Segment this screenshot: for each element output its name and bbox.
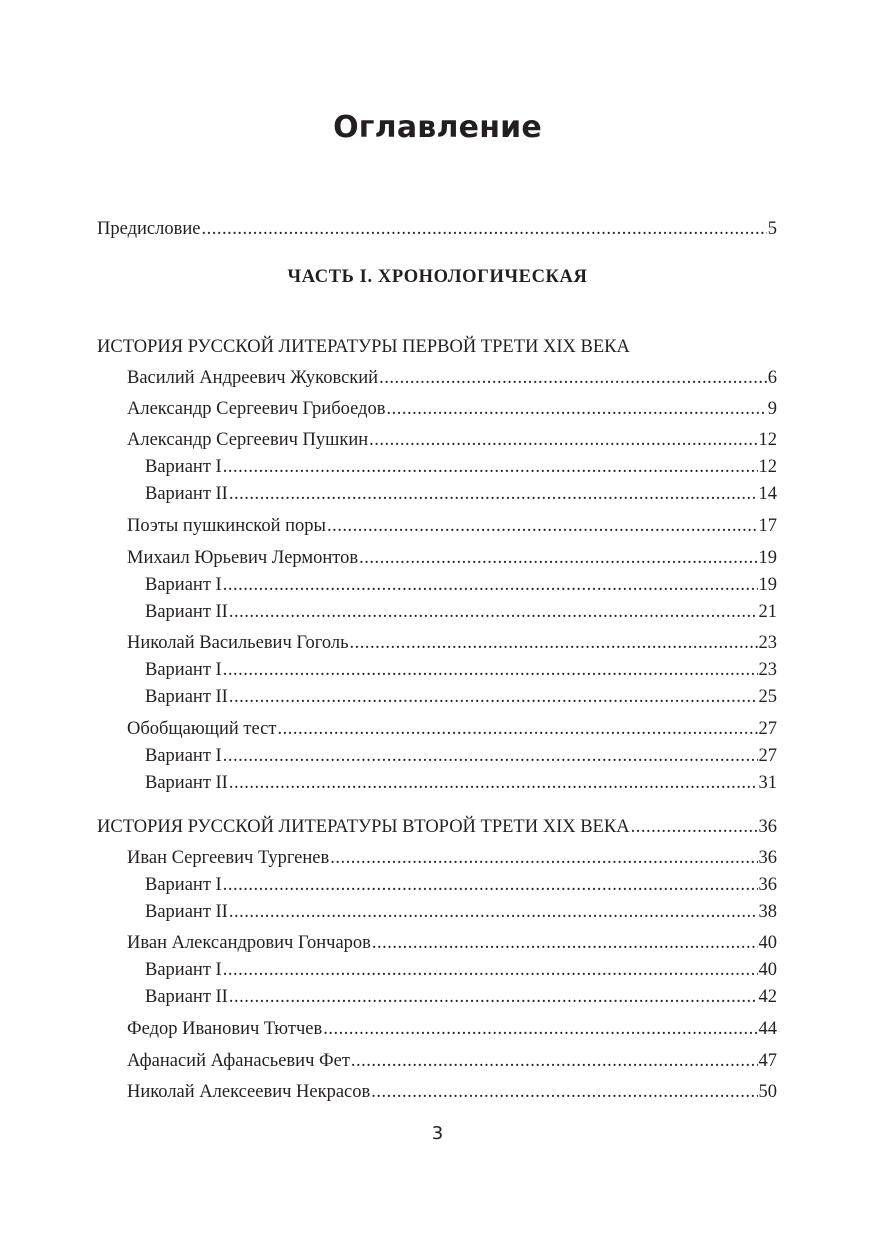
leader-dots — [386, 396, 766, 422]
toc-entry-label: Василий Андреевич Жуковский — [127, 368, 379, 388]
toc-entry-label: Обобщающий тест — [127, 719, 277, 739]
toc-entry-page: 36 — [758, 817, 777, 837]
leader-dots — [372, 930, 758, 956]
toc-subentry[interactable] — [145, 743, 777, 769]
toc-entry-page: 42 — [758, 987, 777, 1007]
toc-entry[interactable] — [127, 396, 777, 422]
toc-entry-label: Александр Сергеевич Пушкин — [127, 430, 369, 450]
toc-entry-page: 14 — [758, 484, 777, 504]
toc-entry-page: 27 — [758, 719, 777, 739]
toc-entry-page: 21 — [758, 602, 777, 622]
toc-subentry[interactable] — [145, 770, 777, 796]
leader-dots — [359, 545, 757, 571]
toc-entry-page: 25 — [758, 687, 777, 707]
toc-subentry[interactable] — [145, 572, 777, 598]
toc-entry-page: 38 — [758, 902, 777, 922]
toc-entry-page: 50 — [758, 1082, 777, 1102]
part-heading: ЧАСТЬ I. ХРОНОЛОГИЧЕСКАЯ — [287, 267, 588, 287]
toc-entry[interactable] — [127, 513, 777, 539]
leader-dots — [223, 454, 758, 480]
toc-subentry[interactable] — [145, 481, 777, 507]
section-heading-label: ИСТОРИЯ РУССКОЙ ЛИТЕРАТУРЫ ВТОРОЙ ТРЕТИ XIX ВЕКА — [97, 817, 630, 837]
leader-dots — [277, 716, 757, 742]
page-number: 3 — [431, 1123, 444, 1144]
toc-entry-label: Вариант I — [145, 660, 222, 680]
toc-subentry[interactable] — [145, 657, 777, 683]
leader-dots — [223, 957, 758, 983]
toc-entry-page: 19 — [758, 575, 777, 595]
toc-entry[interactable] — [127, 1016, 777, 1042]
toc-subentry[interactable] — [145, 957, 777, 983]
toc-entry-label: Михаил Юрьевич Лермонтов — [127, 548, 359, 568]
leader-dots — [229, 899, 758, 925]
leader-dots — [223, 657, 758, 683]
toc-entry-label: Вариант I — [145, 960, 222, 980]
leader-dots — [229, 984, 758, 1010]
toc-entry-page: 27 — [758, 746, 777, 766]
leader-dots — [201, 216, 766, 242]
toc-subentry[interactable] — [145, 872, 777, 898]
leader-dots — [223, 572, 758, 598]
toc-entry-label: Александр Сергеевич Грибоедов — [127, 399, 386, 419]
toc-entry-page: 36 — [758, 848, 777, 868]
toc-entry-page: 12 — [758, 430, 777, 450]
leader-dots — [350, 630, 758, 656]
leader-dots — [323, 1016, 757, 1042]
toc-entry-label: Афанасий Афанасьевич Фет — [127, 1051, 350, 1071]
toc-entry-page: 19 — [758, 548, 777, 568]
toc-entry-label: Вариант I — [145, 746, 222, 766]
toc-entry-label: Вариант II — [145, 987, 228, 1007]
page-title: Оглавление — [333, 110, 542, 145]
section-heading-2[interactable] — [97, 814, 777, 840]
toc-entry[interactable] — [127, 545, 777, 571]
toc-entry-page: 17 — [758, 516, 777, 536]
toc-entry-page: 12 — [758, 457, 777, 477]
leader-dots — [371, 1079, 757, 1105]
toc-entry-label: Вариант I — [145, 575, 222, 595]
toc-entry-label: Иван Сергеевич Тургенев — [127, 848, 330, 868]
toc-entry-label: Федор Иванович Тютчев — [127, 1019, 323, 1039]
toc-entry-label: Николай Васильевич Гоголь — [127, 633, 349, 653]
toc-entry-page: 23 — [758, 660, 777, 680]
toc-entry-label: Иван Александрович Гончаров — [127, 933, 371, 953]
leader-dots — [327, 513, 758, 539]
toc-entry-label: Вариант II — [145, 773, 228, 793]
toc-entry[interactable] — [127, 1079, 777, 1105]
leader-dots — [330, 845, 757, 871]
section-heading-1[interactable]: ИСТОРИЯ РУССКОЙ ЛИТЕРАТУРЫ ПЕРВОЙ ТРЕТИ XIX ВЕКА — [97, 337, 630, 357]
leader-dots — [369, 427, 757, 453]
toc-entry-label: Вариант II — [145, 484, 228, 504]
toc-entry[interactable] — [127, 930, 777, 956]
toc-entry-label: Вариант II — [145, 902, 228, 922]
toc-entry[interactable] — [127, 845, 777, 871]
toc-entry-page: 36 — [758, 875, 777, 895]
leader-dots — [229, 770, 758, 796]
leader-dots — [229, 684, 758, 710]
leader-dots — [631, 814, 758, 840]
toc-entry[interactable] — [127, 716, 777, 742]
toc-entry[interactable] — [127, 1048, 777, 1074]
toc-entry-label: Предисловие — [97, 219, 201, 239]
toc-entry-page: 47 — [758, 1051, 777, 1071]
toc-entry-page: 40 — [758, 960, 777, 980]
toc-entry-label: Николай Алексеевич Некрасов — [127, 1082, 371, 1102]
toc-entry-page: 5 — [767, 219, 777, 239]
toc-entry-label: Вариант II — [145, 602, 228, 622]
toc-subentry[interactable] — [145, 454, 777, 480]
leader-dots — [223, 743, 758, 769]
leader-dots — [379, 365, 767, 391]
toc-entry[interactable] — [127, 365, 777, 391]
toc-subentry[interactable] — [145, 899, 777, 925]
toc-entry-page: 44 — [758, 1019, 777, 1039]
toc-subentry[interactable] — [145, 984, 777, 1010]
leader-dots — [229, 599, 758, 625]
toc-entry-page: 31 — [758, 773, 777, 793]
toc-subentry[interactable] — [145, 684, 777, 710]
toc-entry-page: 23 — [758, 633, 777, 653]
toc-entry-page: 9 — [767, 399, 777, 419]
toc-entry[interactable] — [127, 427, 777, 453]
toc-entry-label: Вариант I — [145, 457, 222, 477]
toc-entry[interactable] — [127, 630, 777, 656]
leader-dots — [223, 872, 758, 898]
toc-entry-preface[interactable] — [97, 216, 777, 242]
toc-entry-label: Поэты пушкинской поры — [127, 516, 326, 536]
leader-dots — [229, 481, 758, 507]
toc-entry-label: Вариант II — [145, 687, 228, 707]
leader-dots — [351, 1048, 758, 1074]
toc-entry-label: Вариант I — [145, 875, 222, 895]
toc-entry-page: 40 — [758, 933, 777, 953]
toc-subentry[interactable] — [145, 599, 777, 625]
toc-entry-page: 6 — [767, 368, 777, 388]
